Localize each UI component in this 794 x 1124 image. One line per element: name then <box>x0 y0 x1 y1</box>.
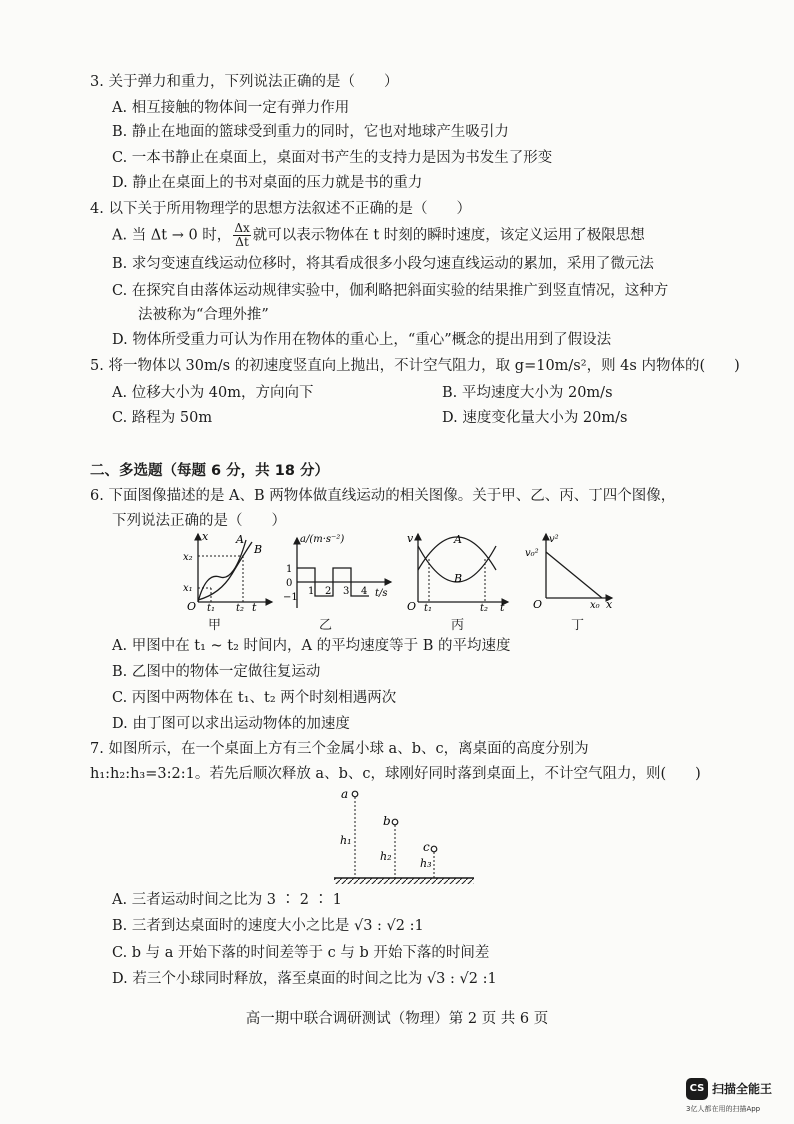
ding-origin: O <box>533 598 543 611</box>
caption-ding: 丁 <box>571 618 585 633</box>
camscanner-logo-icon: CS <box>686 1078 708 1100</box>
q3-option-d: D. 静止在桌面上的书对桌面的压力就是书的重力 <box>112 175 423 191</box>
ding-x0-label: x₀ <box>590 600 600 611</box>
ball-a-label: a <box>341 787 349 801</box>
watermark-tagline: 3亿人都在用的扫描App <box>686 1105 761 1113</box>
bing-t2-label: t₂ <box>480 603 489 612</box>
yi-t-label: t/s <box>375 588 388 599</box>
graph-ding <box>524 530 616 612</box>
q7-stem-line2: h₁:h₂:h₃=3:2:1。若先后顺次释放 a、b、c，球刚好同时落到桌面上，不计空气阻力，则( ) <box>90 766 701 782</box>
q5-option-a: A. 位移大小为 40m，方向向下 <box>112 385 314 401</box>
jia-t-label: t <box>252 601 257 612</box>
jia-y-label: x <box>202 530 209 543</box>
q7-option-a: A. 三者运动时间之比为 3 ∶ 2 ∶ 1 <box>112 892 342 908</box>
q6-stem-line2: 下列说法正确的是（ ） <box>112 513 286 529</box>
ball-c-label: c <box>423 840 430 854</box>
q4-option-b: B. 求匀变速直线运动位移时，将其看成很多小段匀速直线运动的累加，采用了微元法 <box>112 256 654 272</box>
q6-option-a: A. 甲图中在 t₁ ~ t₂ 时间内，A 的平均速度等于 B 的平均速度 <box>112 638 511 654</box>
q5-option-d: D. 速度变化量大小为 20m/s <box>442 410 628 426</box>
yi-tick-t4: 4 <box>361 586 368 597</box>
h1-label: h₁ <box>340 834 352 847</box>
q3-option-a: A. 相互接触的物体间一定有弹力作用 <box>112 100 350 116</box>
q7-figure <box>328 784 478 888</box>
q6-option-b: B. 乙图中的物体一定做往复运动 <box>112 664 321 680</box>
yi-y-label: a/(m·s⁻²) <box>300 534 345 545</box>
section-title: 二、多选题（每题 6 分，共 18 分） <box>90 463 329 479</box>
q4-option-c-line1: C. 在探究自由落体运动规律实验中，伽利略把斜面实验的结果推广到竖直情况，这种方 <box>112 283 669 299</box>
graph-yi <box>283 530 395 612</box>
jia-x1-label: x₁ <box>183 583 193 594</box>
q5-stem: 5. 将一物体以 30m/s 的初速度竖直向上抛出，不计空气阻力，取 g=10m/s²，则 4s 内物体的( ) <box>90 358 740 374</box>
ding-y-label: v² <box>549 534 559 545</box>
q4-a-suffix: 就可以表示物体在 t 时刻的瞬时速度，该定义运用了极限思想 <box>252 227 645 244</box>
ball-b-label: b <box>383 814 391 828</box>
jia-curve-b-label: B <box>254 543 263 556</box>
jia-origin: O <box>187 600 197 612</box>
q4-option-d: D. 物体所受重力可认为作用在物体的重心上，“重心”概念的提出用到了假设法 <box>112 332 612 348</box>
q7-option-b: B. 三者到达桌面时的速度大小之比是 √3 : √2 :1 <box>112 918 424 934</box>
yi-tick-1: 1 <box>286 564 293 575</box>
h3-label: h₃ <box>420 857 432 870</box>
yi-tick-t3: 3 <box>343 586 350 597</box>
q6-option-c: C. 丙图中两物体在 t₁、t₂ 两个时刻相遇两次 <box>112 690 397 706</box>
jia-t2-label: t₂ <box>236 603 245 612</box>
h2-label: h₂ <box>380 850 392 863</box>
yi-tick-neg1: −1 <box>283 592 298 603</box>
jia-t1-label: t₁ <box>207 603 216 612</box>
q5-option-c: C. 路程为 50m <box>112 410 213 426</box>
q3-option-b: B. 静止在地面的篮球受到重力的同时，它也对地球产生吸引力 <box>112 124 509 140</box>
q7-option-c: C. b 与 a 开始下落的时间差等于 c 与 b 开始下落的时间差 <box>112 945 490 961</box>
bing-t-label: t <box>500 601 505 612</box>
graph-jia <box>180 530 280 612</box>
fraction-numerator: Δx <box>234 221 250 235</box>
q4-a-prefix: A. 当 Δt → 0 时， <box>112 227 232 244</box>
ding-x-label: x <box>606 598 613 611</box>
fraction-denominator: Δt <box>235 235 249 249</box>
caption-jia: 甲 <box>208 618 222 633</box>
yi-tick-0: 0 <box>286 578 293 589</box>
q3-option-c: C. 一本书静止在桌面上，桌面对书产生的支持力是因为书发生了形变 <box>112 150 553 166</box>
yi-tick-t1: 1 <box>308 586 315 597</box>
q4-option-c-line2: 法被称为“合理外推” <box>138 307 269 323</box>
watermark-app-name: 扫描全能王 <box>712 1082 773 1096</box>
q4-stem: 4. 以下关于所用物理学的思想方法叙述不正确的是（ ） <box>90 201 471 217</box>
bing-v-label: v <box>407 532 414 545</box>
jia-x2-label: x₂ <box>183 552 193 563</box>
jia-curve-a-label: A <box>236 533 244 546</box>
q7-option-d: D. 若三个小球同时释放，落至桌面的时间之比为 √3 : √2 :1 <box>112 971 497 987</box>
bing-t1-label: t₁ <box>424 603 433 612</box>
caption-bing: 丙 <box>451 618 465 633</box>
q4-option-a <box>112 222 645 249</box>
graph-bing <box>404 530 514 612</box>
bing-origin: O <box>407 600 417 612</box>
bing-curve-b-label: B <box>454 572 463 585</box>
bing-curve-a-label: A <box>454 533 462 546</box>
yi-tick-t2: 2 <box>325 586 332 597</box>
q6-option-d: D. 由丁图可以求出运动物体的加速度 <box>112 716 350 732</box>
delta-fraction <box>233 222 250 249</box>
q6-stem-line1: 6. 下面图像描述的是 A、B 两物体做直线运动的相关图像。关于甲、乙、丙、丁四个图像， <box>90 488 676 504</box>
page-footer: 高一期中联合调研测试（物理）第 2 页 共 6 页 <box>245 1011 549 1027</box>
ding-v0sq-label: v₀² <box>525 548 539 559</box>
caption-yi: 乙 <box>319 618 333 633</box>
q3-stem: 3. 关于弹力和重力，下列说法正确的是（ ） <box>90 74 399 90</box>
q5-option-b: B. 平均速度大小为 20m/s <box>442 385 613 401</box>
q7-stem-line1: 7. 如图所示，在一个桌面上方有三个金属小球 a、b、c，离桌面的高度分别为 <box>90 741 589 757</box>
